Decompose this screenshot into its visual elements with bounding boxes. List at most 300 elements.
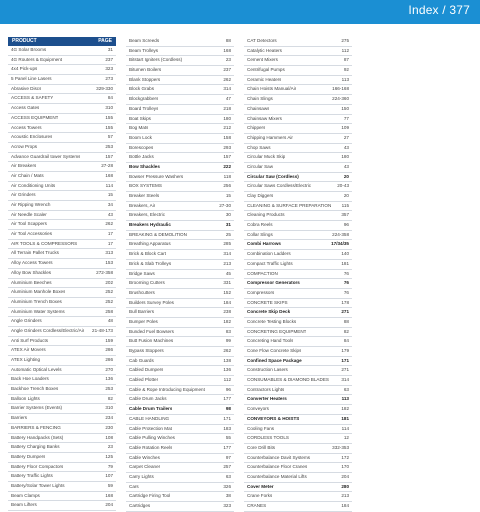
entry-product: COMPACTION: [247, 270, 278, 276]
entry-page: 112: [223, 377, 231, 383]
index-entry: [8, 298, 116, 308]
index-entry: [244, 192, 352, 202]
entry-product: Circular Muck Skip: [247, 154, 286, 160]
entry-product: Ceramic Heaters: [247, 76, 282, 82]
entry-product: Contractors Lights: [247, 386, 285, 392]
entry-page: 202: [105, 279, 113, 285]
entry-product: Catalytic Heaters: [247, 47, 282, 53]
entry-page: 140: [341, 251, 349, 257]
entry-page: 125: [105, 453, 113, 459]
index-entry: [244, 250, 352, 260]
index-entry: [244, 299, 352, 309]
index-entry: [126, 66, 234, 76]
index-entry: [126, 56, 234, 66]
entry-product: Bowser Pressure Washers: [129, 173, 184, 179]
entry-product: Circular Saws Cordless/Electric: [247, 183, 312, 189]
index-entry: [244, 66, 352, 76]
entry-product: Beam Clamps: [11, 492, 40, 498]
index-entry: [126, 153, 234, 163]
entry-page: 82: [107, 395, 113, 401]
entry-page: 178: [341, 299, 349, 305]
index-entry: [126, 47, 234, 57]
index-entry: [244, 483, 352, 493]
entry-page: 182: [223, 318, 231, 324]
index-entry: [244, 37, 352, 47]
index-entry: [126, 250, 234, 260]
index-entry: [126, 231, 234, 241]
index-entry: [244, 357, 352, 367]
entry-product: Centrifugal Pumps: [247, 67, 285, 73]
entry-product: Bypass Stoppers: [129, 348, 164, 353]
entry-product: Air Tool Accessories: [11, 231, 53, 237]
index-entry: [244, 85, 352, 95]
entry-page: 271: [341, 367, 349, 373]
index-entry: [244, 270, 352, 280]
entry-product: Anti Surf Products: [11, 337, 49, 343]
entry-product: Bull Barriers: [129, 309, 155, 315]
entry-page: 87: [343, 57, 349, 63]
entry-page: 155: [105, 124, 113, 130]
index-entry: [244, 347, 352, 357]
entry-product: Circular Saw: [247, 163, 274, 169]
entry-product: Bumper Poles: [129, 318, 158, 324]
entry-product: Confined Space Package: [247, 357, 302, 363]
entry-page: 43: [343, 144, 349, 150]
entry-page: 138: [223, 357, 231, 363]
index-entry: [126, 240, 234, 250]
entry-product: Chipping Hammers Air: [247, 134, 293, 140]
index-entry: [244, 454, 352, 464]
entry-page: 118: [223, 173, 231, 179]
entry-product: Builders Survey Poles: [129, 299, 174, 305]
entry-page: 83: [225, 328, 231, 334]
index-entry: [244, 492, 352, 502]
index-entry: [244, 76, 352, 86]
entry-product: Alloy Bow Shackles: [11, 269, 52, 275]
entry-product: Angle Grinders Cordless/Electric/Air: [11, 327, 85, 333]
index-entry: [126, 173, 234, 183]
entry-product: Air Breakers: [11, 163, 37, 169]
entry-product: Backhoe Trench Boxes: [11, 386, 59, 392]
entry-page: 84: [343, 338, 349, 344]
entry-page: 43: [107, 211, 113, 217]
entry-page: 180: [341, 154, 349, 160]
page-title: Index / 377: [408, 3, 470, 17]
entry-product: Battery Traffic Lights: [11, 473, 53, 479]
index-entry: [126, 260, 234, 270]
entry-product: Boat Skips: [129, 115, 151, 121]
entry-product: CONCRETING EQUIPMENT: [247, 328, 307, 334]
entry-page: 12: [343, 435, 349, 441]
entry-product: Alloy Access Towers: [11, 260, 53, 266]
entry-product: Bottle Jacks: [129, 154, 154, 160]
entry-page: 204: [341, 473, 349, 479]
index-entry: [8, 414, 116, 424]
entry-page: 38: [225, 493, 231, 499]
entry-product: Breakers, Air: [129, 202, 156, 208]
index-entry: [8, 133, 116, 143]
entry-page: 323: [105, 66, 113, 72]
entry-product: Acrow Props: [11, 143, 38, 149]
index-entry: [8, 104, 116, 114]
entry-product: All Terrain Pallet Trucks: [11, 250, 59, 256]
index-entry: [244, 376, 352, 386]
entry-page: 204: [105, 502, 113, 508]
entry-product: Barrier Systems (Events): [11, 405, 63, 411]
entry-product: CONCRETE SKIPS: [247, 299, 288, 305]
entry-product: Cartridges: [129, 503, 151, 508]
entry-product: ACCESS & SAFETY: [11, 95, 54, 101]
entry-product: Battery Floor Compactors: [11, 463, 64, 469]
entry-product: ACCESS EQUIPMENT: [11, 114, 59, 120]
entry-page: 107: [105, 473, 113, 479]
index-entry: [8, 434, 116, 444]
entry-page: 150: [341, 105, 349, 111]
index-entry: [244, 163, 352, 173]
index-entry: [126, 211, 234, 221]
entry-page: 180: [223, 115, 231, 121]
entry-page: 332-353: [332, 444, 349, 450]
entry-product: Cone Flow Concrete Skips: [247, 348, 302, 353]
entry-product: Back Hoe Loaders: [11, 376, 49, 382]
index-entry: [8, 356, 116, 366]
index-entry: [8, 395, 116, 405]
header-bar: [0, 0, 480, 24]
entry-product: CLEANING & SURFACE PREPARATION: [247, 202, 332, 208]
entry-product: Beam Trolleys: [129, 47, 159, 53]
entry-product: Counterbalance Davit Systems: [247, 454, 311, 460]
entry-page: 184: [223, 299, 231, 305]
entry-product: Cement Mixers: [247, 57, 278, 63]
entry-product: Bitumen Boilers: [129, 67, 162, 73]
index-entry: [126, 405, 234, 415]
entry-page: 96: [225, 386, 231, 392]
entry-page: 218: [223, 105, 231, 111]
entry-product: Cable Drum Jacks: [129, 396, 167, 402]
entry-product: Brick & Block Cart: [129, 251, 167, 257]
entry-page: 136: [223, 367, 231, 373]
entry-product: Crane Forks: [247, 493, 273, 499]
index-entry: [8, 230, 116, 240]
entry-page: 48: [107, 318, 113, 324]
index-entry: [126, 202, 234, 212]
index-entry: [244, 47, 352, 57]
entry-page: 43: [343, 163, 349, 169]
index-entry: [126, 115, 234, 125]
index-entry: [126, 37, 234, 47]
entry-page: 310: [105, 105, 113, 111]
index-entry: [126, 347, 234, 357]
entry-product: 4x4 Pick-ups: [11, 66, 38, 72]
index-entry: [126, 425, 234, 435]
index-entry: [244, 211, 352, 221]
entry-page: 155: [105, 114, 113, 120]
entry-page: 99: [225, 338, 231, 344]
index-column-3: [244, 37, 352, 512]
entry-product: Cobra Reels: [247, 222, 273, 228]
entry-page: 213: [341, 493, 349, 499]
entry-product: Bitstart Igniters (Cordless): [129, 57, 183, 63]
entry-product: Breakers Hydraulic: [129, 222, 171, 228]
entry-page: 97: [225, 454, 231, 460]
index-entry: [8, 482, 116, 492]
index-entry: [126, 473, 234, 483]
index-entry: [8, 492, 116, 502]
entry-product: Carpet Cleaner: [129, 464, 161, 470]
index-entry: [126, 483, 234, 493]
index-entry: [244, 434, 352, 444]
entry-product: Cable Winches: [129, 454, 160, 460]
entry-page: 30: [225, 212, 231, 218]
entry-page: 230: [105, 424, 113, 430]
index-entry: [126, 376, 234, 386]
entry-page: 237: [223, 67, 231, 73]
entry-product: Air Needle Scaler: [11, 211, 47, 217]
entry-product: Compressor Generators: [247, 280, 300, 286]
index-entry: [244, 124, 352, 134]
index-entry: [126, 492, 234, 502]
entry-product: ATEX Air Movers: [11, 347, 46, 353]
entry-product: Concrete Testing Blocks: [247, 318, 297, 324]
index-entry: [8, 404, 116, 414]
entry-page: 237: [105, 56, 113, 62]
entry-page: 57: [107, 134, 113, 140]
index-entry: [126, 386, 234, 396]
entry-page: 96: [343, 222, 349, 228]
entry-product: Combi Harrows: [247, 241, 281, 247]
index-entry: [8, 501, 116, 511]
page-header: PAGE: [98, 38, 112, 44]
entry-product: Circular Saw (Cordless): [247, 173, 299, 179]
entry-page: 31: [225, 222, 231, 228]
entry-page: 84: [107, 95, 113, 101]
entry-page: 329-330: [96, 85, 113, 91]
entry-product: Cover Meter: [247, 483, 274, 489]
entry-product: Battery Dumpers: [11, 453, 46, 459]
entry-page: 27-28: [101, 163, 113, 169]
entry-product: Borescopes: [129, 144, 154, 150]
entry-page: 262: [105, 221, 113, 227]
entry-page: 76: [343, 280, 349, 286]
index-entry: [8, 375, 116, 385]
entry-page: 158: [223, 134, 231, 140]
entry-product: Access Towers: [11, 124, 42, 130]
index-entry: [126, 463, 234, 473]
index-entry: [8, 124, 116, 134]
entry-page: 314: [223, 251, 231, 257]
index-entry: [8, 172, 116, 182]
index-entry: [126, 192, 234, 202]
entry-page: 15: [107, 192, 113, 198]
entry-product: 4G Routers & Equipment: [11, 56, 63, 62]
entry-page: 181: [341, 260, 349, 266]
index-entry: [244, 56, 352, 66]
entry-page: 286: [105, 347, 113, 353]
entry-page: 224-360: [332, 96, 349, 102]
entry-product: Battery Charging Banks: [11, 444, 60, 450]
entry-product: CRANES: [247, 503, 267, 508]
entry-product: Brushcutters: [129, 289, 155, 295]
index-entry: [244, 105, 352, 115]
entry-product: Balloon Lights: [11, 395, 40, 401]
entry-product: Battery Handpacks (Sets): [11, 434, 64, 440]
entry-page: 20: [343, 173, 349, 179]
index-entry: [126, 182, 234, 192]
entry-product: Block Grabs: [129, 86, 155, 92]
entry-product: CABLE HANDLING: [129, 415, 170, 421]
entry-page: 47: [225, 96, 231, 102]
index-entry: [244, 502, 352, 512]
index-entry: [8, 94, 116, 104]
entry-product: Concreting Hand Tools: [247, 338, 294, 344]
entry-page: 252: [105, 289, 113, 295]
entry-page: 213: [223, 260, 231, 266]
entry-page: 285: [223, 241, 231, 247]
index-entry: [8, 201, 116, 211]
index-column-1: [8, 37, 116, 511]
entry-page: 326: [223, 483, 231, 489]
entry-page: 166-168: [332, 86, 349, 92]
entry-page: 34: [107, 202, 113, 207]
index-entry: [244, 463, 352, 473]
index-entry: [126, 357, 234, 367]
index-entry: [8, 346, 116, 356]
entry-product: Air Chain / Mats: [11, 172, 44, 178]
entry-page: 23: [107, 444, 113, 450]
entry-product: Aluminium Water Systems: [11, 308, 65, 314]
entry-page: 76: [343, 289, 349, 295]
entry-page: 212: [223, 125, 231, 131]
entry-page: 27-30: [219, 202, 231, 208]
entry-page: 238: [223, 309, 231, 315]
index-entry: [244, 405, 352, 415]
entry-product: Aluminium Trench Boxes: [11, 298, 62, 304]
index-entry: [126, 444, 234, 454]
entry-page: 171: [223, 415, 231, 421]
entry-product: Chainsaw Mixers: [247, 115, 282, 121]
entry-page: 314: [341, 377, 349, 383]
entry-page: 313: [105, 250, 113, 256]
entry-product: Air Ripping Wrench: [11, 202, 51, 207]
entry-page: 20: [343, 193, 349, 198]
entry-page: 184: [341, 503, 349, 508]
entry-product: Brooming Cutters: [129, 280, 165, 286]
index-entry: [126, 395, 234, 405]
entry-product: Butt Fusion Machines: [129, 338, 174, 344]
index-entry: [8, 337, 116, 347]
entry-product: Beam Screeds: [129, 38, 160, 43]
entry-product: Breathing Apparatus: [129, 241, 171, 247]
entry-page: 253: [105, 386, 113, 392]
index-entry: [126, 337, 234, 347]
entry-page: 273: [105, 76, 113, 82]
entry-product: AIR TOOLS & COMPRESSORS: [11, 240, 78, 246]
index-entry: [244, 415, 352, 425]
entry-product: Compact Traffic Lights: [247, 260, 293, 266]
entry-product: Acoustic Enclosures: [11, 134, 53, 140]
entry-product: Collar Slings: [247, 231, 273, 237]
entry-page: 224-358: [332, 231, 349, 237]
entry-product: Combination Ladders: [247, 251, 291, 257]
entry-product: Aluminium Manhole Boxes: [11, 289, 66, 295]
index-entry: [126, 328, 234, 338]
entry-page: 153: [105, 260, 113, 266]
entry-product: Boom Lock: [129, 134, 152, 140]
entry-page: 88: [343, 318, 349, 324]
index-entry: [8, 162, 116, 172]
index-entry: [126, 318, 234, 328]
index-entry: [8, 317, 116, 327]
entry-product: ATEX Lighting: [11, 357, 41, 362]
entry-page: 152: [223, 289, 231, 295]
index-entry: [244, 328, 352, 338]
entry-product: Construction Lasers: [247, 367, 288, 373]
entry-page: 108: [105, 434, 113, 440]
index-entry: [126, 270, 234, 280]
index-entry: [8, 211, 116, 221]
index-entry: [244, 153, 352, 163]
index-entry: [8, 153, 116, 163]
entry-page: 168: [105, 172, 113, 178]
entry-page: 63: [343, 386, 349, 392]
index-entry: [126, 85, 234, 95]
entry-product: Cable Pulling Winches: [129, 435, 175, 441]
entry-page: 275: [341, 38, 349, 43]
entry-page: 286: [105, 357, 113, 362]
index-entry: [8, 288, 116, 298]
entry-product: 5 Panel Line Lasers: [11, 76, 52, 82]
entry-page: 252: [105, 298, 113, 304]
index-entry: [126, 415, 234, 425]
entry-page: 170: [341, 464, 349, 470]
entry-product: Cartridge Firing Tool: [129, 493, 171, 499]
index-entry: [126, 454, 234, 464]
entry-page: 113: [341, 76, 349, 82]
entry-page: 112: [341, 47, 349, 53]
index-entry: [244, 279, 352, 289]
index-entry: [244, 134, 352, 144]
entry-product: Blockgrabbers: [129, 96, 159, 102]
index-entry: [244, 444, 352, 454]
entry-product: Air Tool Scappers: [11, 221, 47, 227]
entry-page: 256: [223, 183, 231, 189]
entry-page: 115: [341, 202, 349, 208]
entry-page: 63: [225, 473, 231, 479]
index-entry: [8, 143, 116, 153]
entry-product: Bridge Saws: [129, 270, 155, 276]
entry-page: 280: [341, 483, 349, 489]
index-entry: [244, 202, 352, 212]
entry-page: 222: [223, 163, 231, 169]
entry-page: 177: [223, 444, 231, 450]
entry-product: Aluminium Beeches: [11, 279, 52, 285]
entry-page: 17: [107, 231, 113, 237]
index-entry: [244, 115, 352, 125]
entry-product: Cable Rotation Reels: [129, 444, 173, 450]
index-entry: [8, 327, 116, 337]
index-entry: [8, 453, 116, 463]
index-entry: [8, 220, 116, 230]
index-entry: [126, 105, 234, 115]
index-entry: [8, 308, 116, 318]
entry-page: 168: [223, 47, 231, 53]
entry-product: Breaker Steels: [129, 193, 160, 198]
entry-page: 157: [105, 153, 113, 159]
entry-product: Cab Guards: [129, 357, 154, 363]
entry-product: Bow Shackles: [129, 163, 160, 169]
index-entry: [126, 144, 234, 154]
index-entry: [244, 318, 352, 328]
